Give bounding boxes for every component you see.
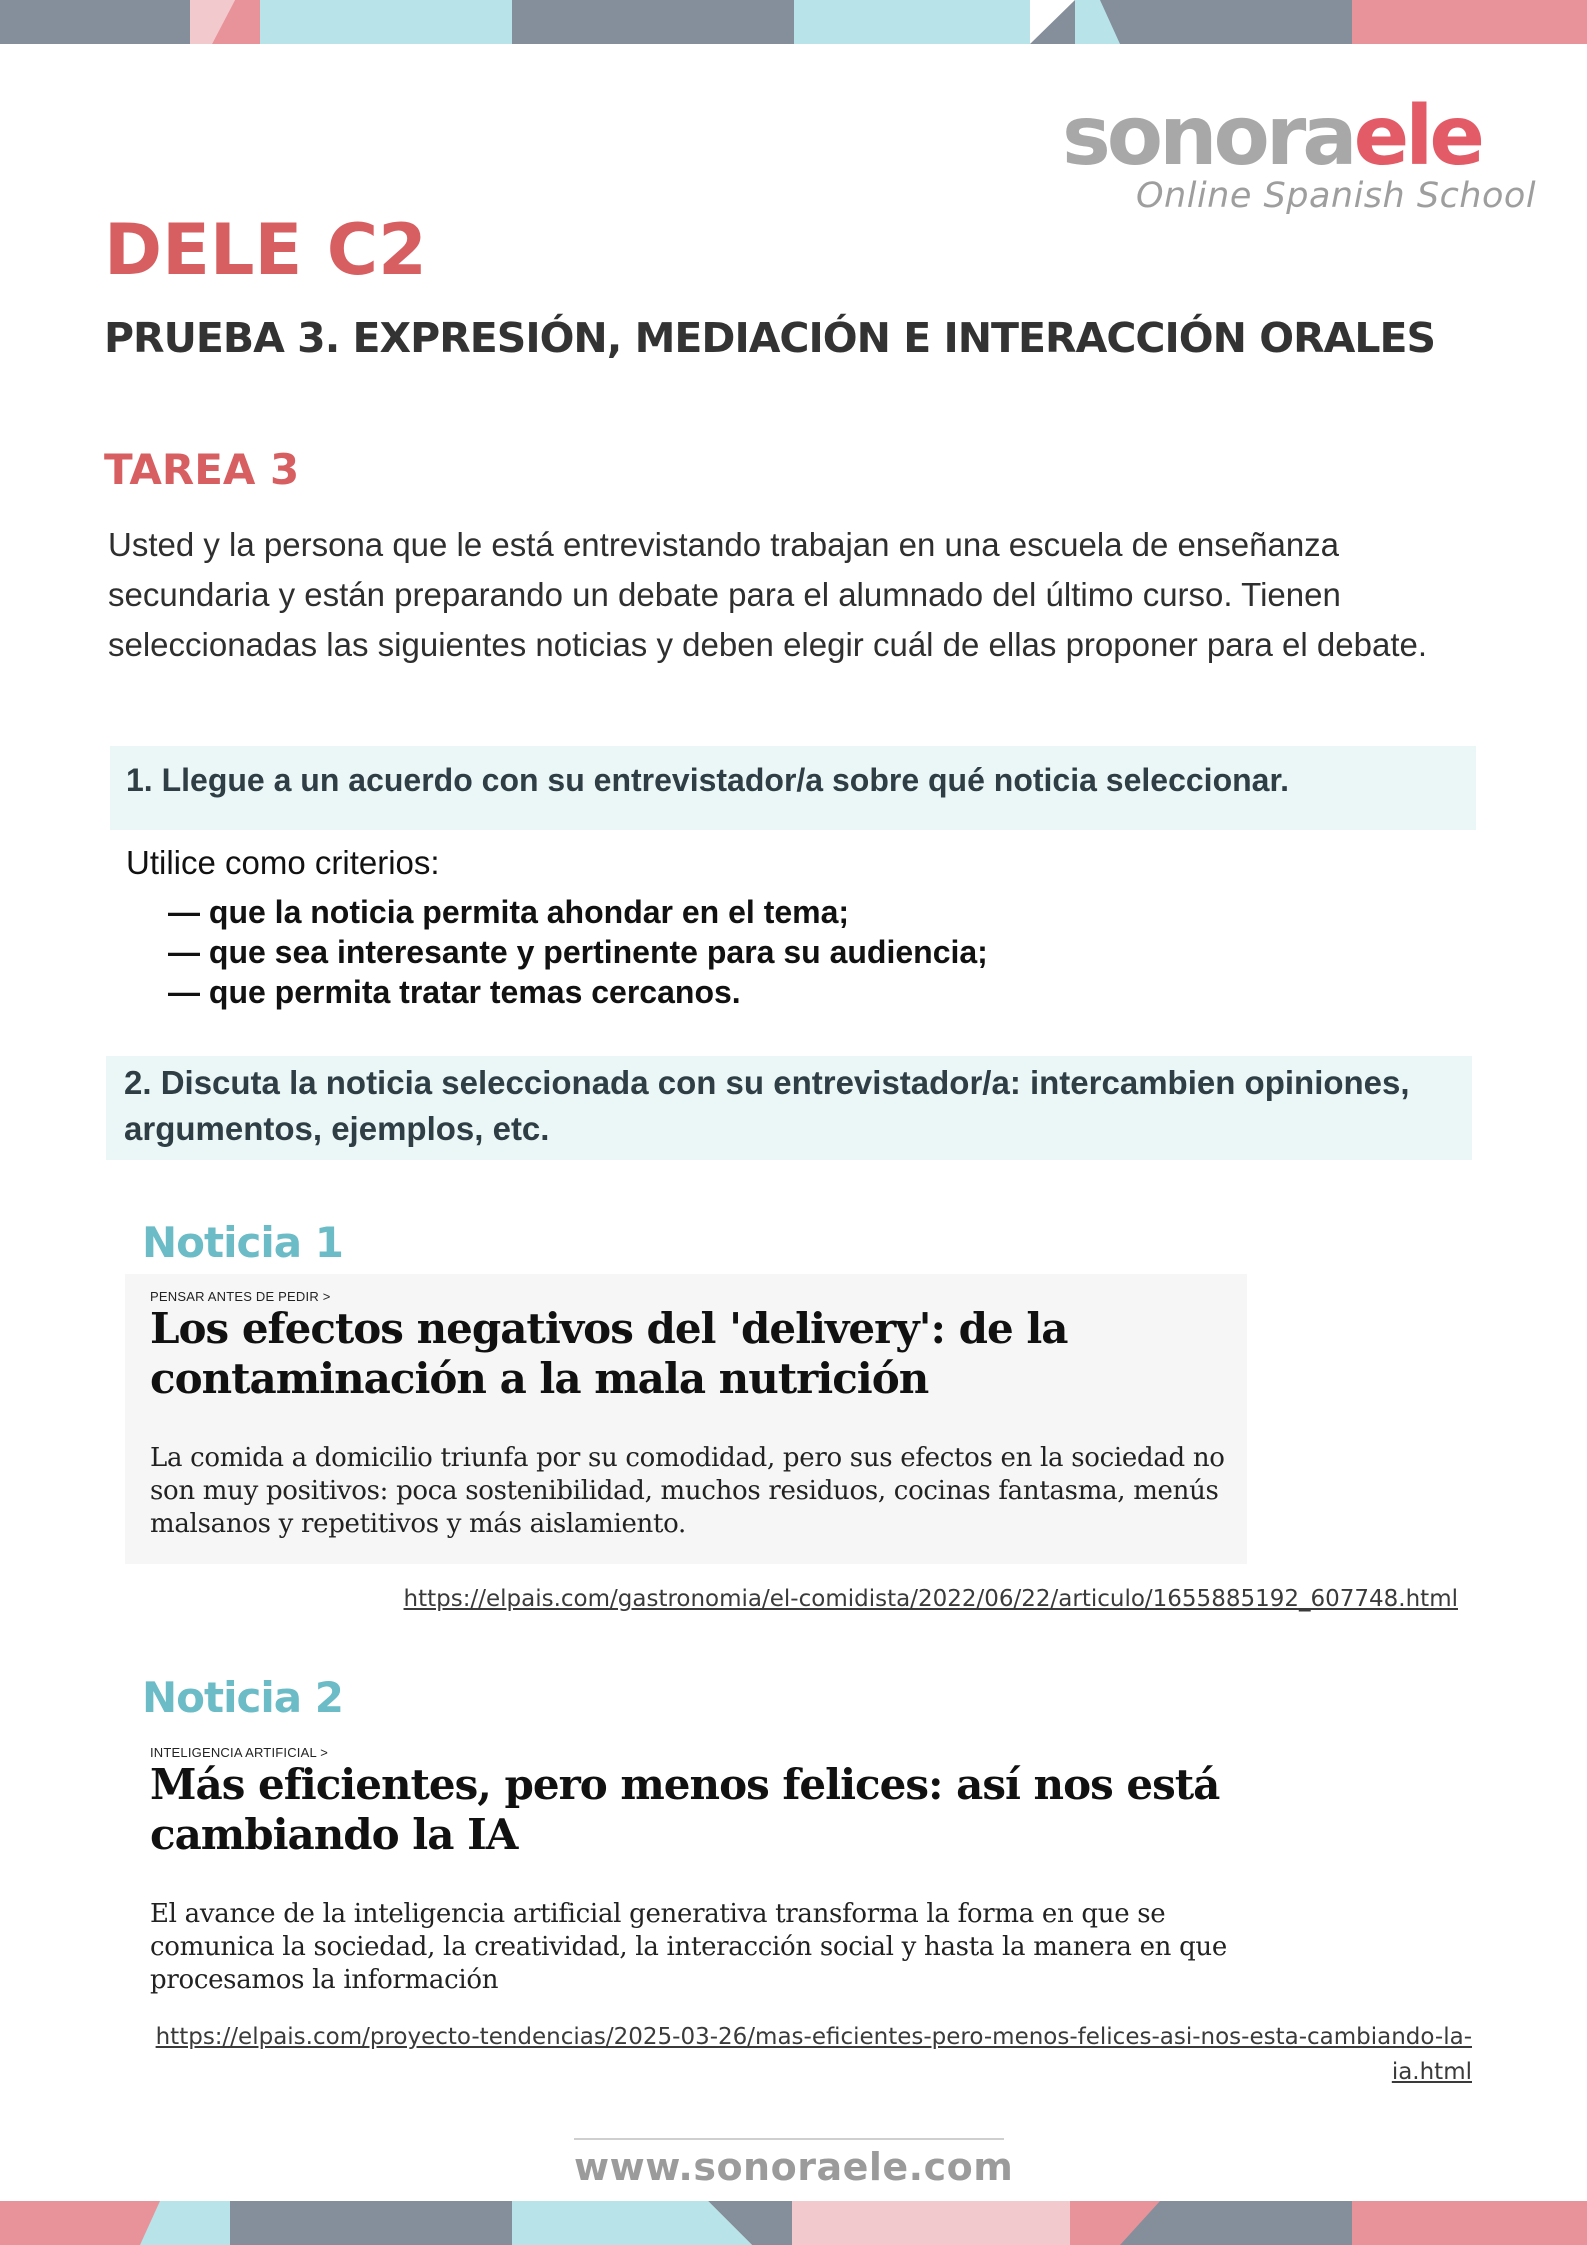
step2-box: [106, 1056, 1472, 1160]
news-1-headline: Los efectos negativos del 'delivery': de la contaminación a la mala nutrición: [150, 1304, 1068, 1403]
news-2-headline: Más eficientes, pero menos felices: así nos está cambiando la IA: [150, 1760, 1220, 1859]
page-subtitle: PRUEBA 3. EXPRESIÓN, MEDIACIÓN E INTERACCIÓN ORALES: [104, 314, 1436, 362]
news-2-label: Noticia 2: [142, 1673, 343, 1722]
bottom-decorative-band: [0, 2201, 1587, 2245]
news-1-link[interactable]: https://elpais.com/gastronomia/el-comidista/2022/06/22/articulo/1655885192_607748.html: [403, 1586, 1458, 1612]
step1-text: 1. Llegue a un acuerdo con su entrevistador/a sobre qué noticia seleccionar.: [126, 762, 1290, 798]
news-1-deck: La comida a domicilio triunfa por su comodidad, pero sus efectos en la sociedad no son muy positivos: poca sostenibilidad, muchos residuos, cocinas fantasma, menús malsanos y repetitivos y más aislamiento.: [150, 1443, 1225, 1539]
news-2-link[interactable]: https://elpais.com/proyecto-tendencias/2025-03-26/mas-eficientes-pero-menos-felices-asi-nos-esta-cambiando-la-ia.html: [155, 2024, 1472, 2085]
step2-text: 2. Discuta la noticia seleccionada con su entrevistador/a: intercambien opiniones, argumentos, ejemplos, etc.: [124, 1064, 1410, 1147]
news-2-kicker: INTELIGENCIA ARTIFICIAL >: [150, 1745, 329, 1760]
intro-paragraph: Usted y la persona que le está entrevistando trabajan en una escuela de enseñanza secundaria y están preparando un debate para el alumnado del último curso. Tienen seleccionadas las siguientes noticias y deben elegir cuál de ellas proponer para el debate.: [108, 526, 1428, 663]
news-2-card: [125, 1730, 1247, 2010]
criteria-item: — que la noticia permita ahondar en el tema;: [168, 894, 850, 930]
task-heading: TAREA 3: [104, 445, 300, 494]
logo-tagline: Online Spanish School: [1136, 176, 1537, 216]
news-1-label: Noticia 1: [142, 1218, 343, 1267]
news-1-kicker: PENSAR ANTES DE PEDIR >: [150, 1289, 331, 1304]
criteria-item: — que sea interesante y pertinente para su audiencia;: [168, 934, 988, 970]
page-title: DELE C2: [104, 209, 427, 291]
top-decorative-band: [0, 0, 1587, 44]
sonoraele-logo: [1062, 89, 1537, 222]
step1-box: [110, 746, 1476, 830]
criteria-item: — que permita tratar temas cercanos.: [168, 974, 741, 1010]
criteria-label: Utilice como criterios:: [126, 844, 440, 881]
footer-divider: [574, 2138, 1004, 2140]
logo-wordmark: sonoraele: [1062, 89, 1481, 184]
footer-website[interactable]: www.sonoraele.com: [574, 2145, 1014, 2189]
news-1-card: [125, 1274, 1247, 1564]
news-2-deck: El avance de la inteligencia artificial generativa transforma la forma en que se comunica la sociedad, la creatividad, la interacción social y hasta la manera en que procesamos la información: [150, 1899, 1227, 1995]
criteria-list: [168, 892, 988, 1012]
